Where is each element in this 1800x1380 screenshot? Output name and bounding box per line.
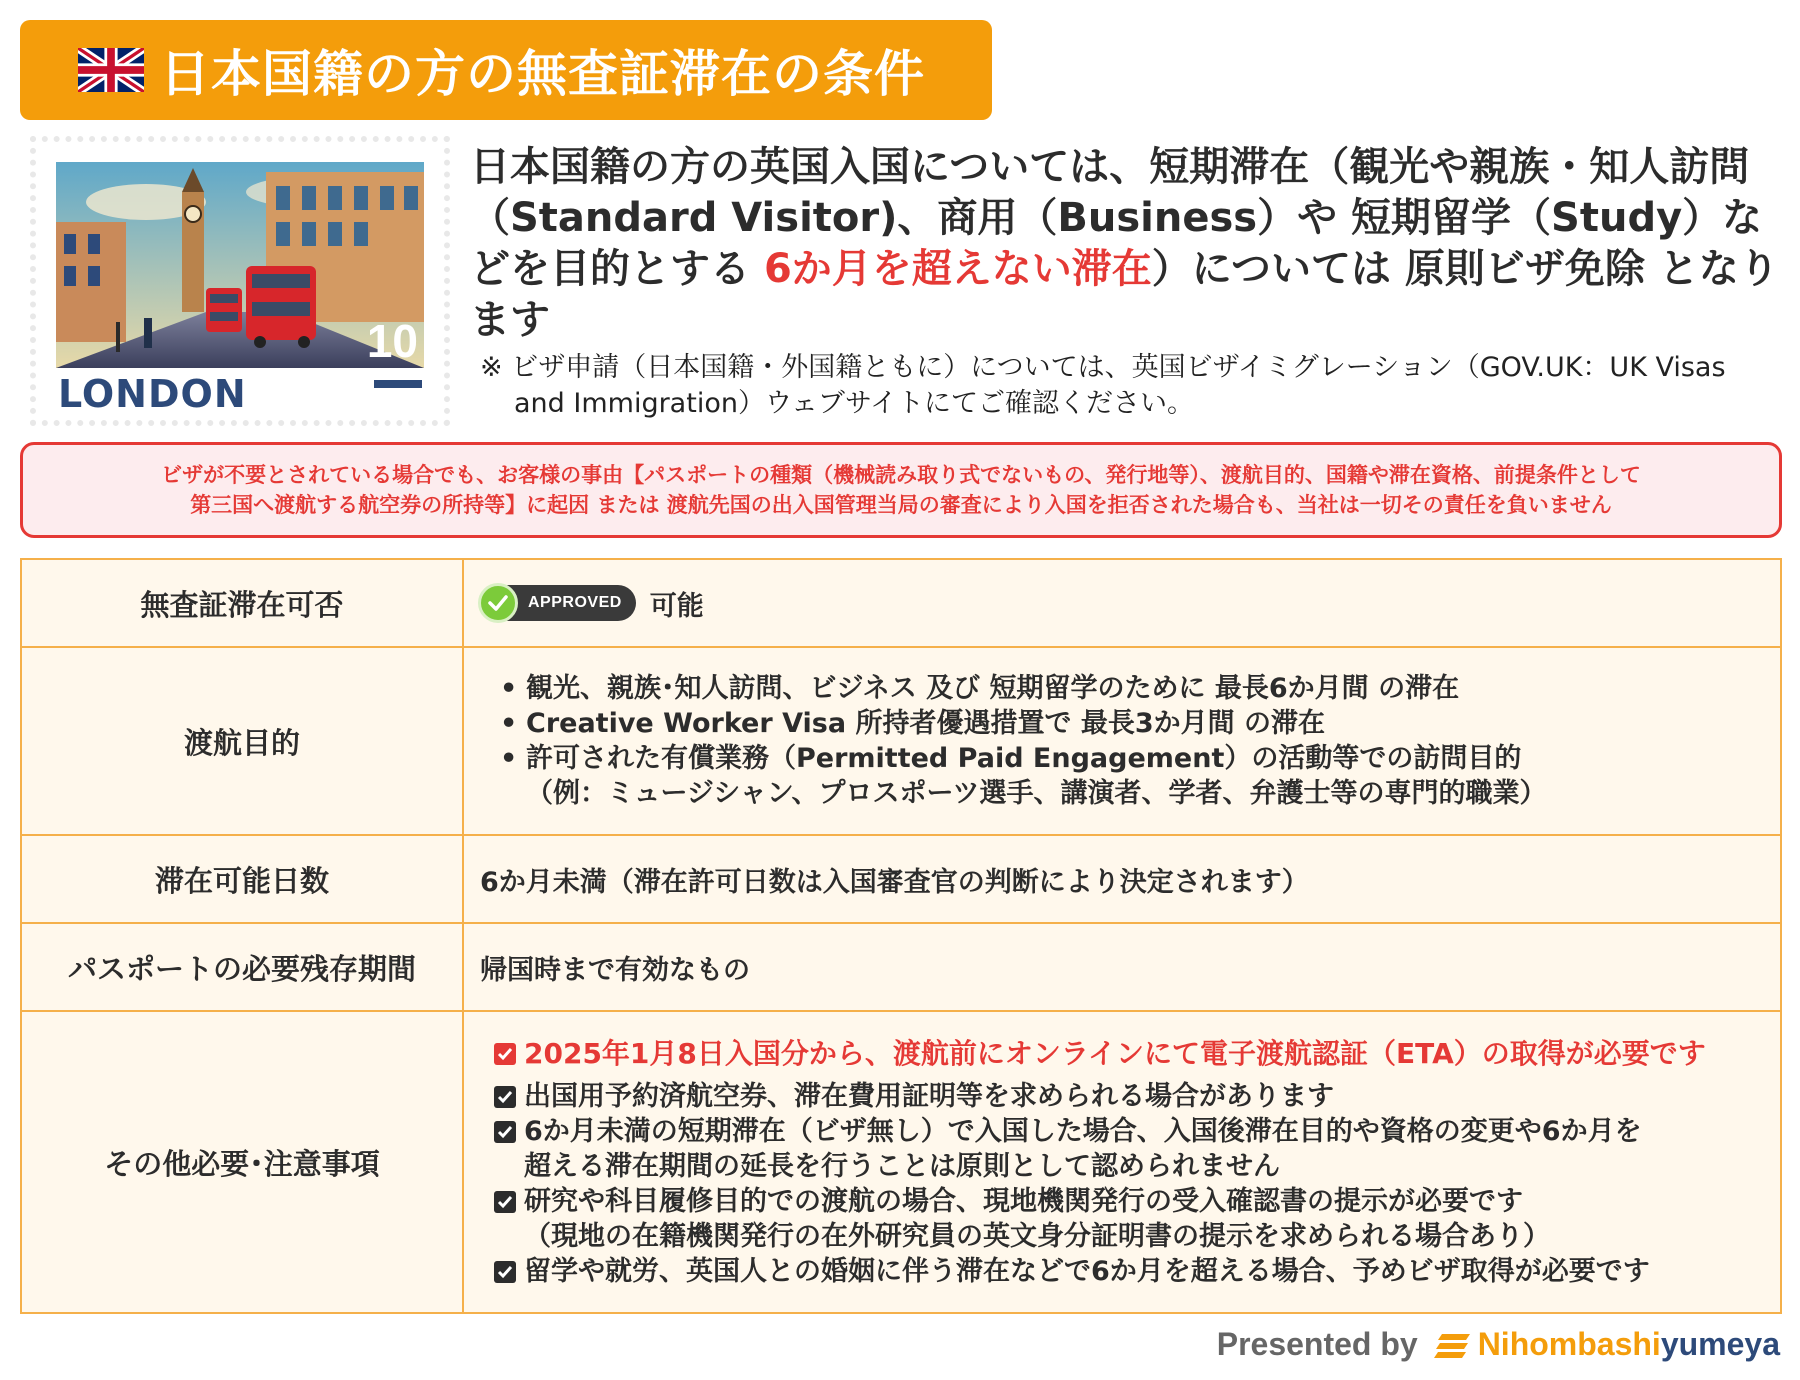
row-value-stay-days: 6か月未満（滞在許可日数は入国審査官の判断により決定されます） — [463, 835, 1781, 923]
brand-name-part1: Nihombashi — [1477, 1326, 1661, 1362]
eta-text: 2025年1月8日入国分から、渡航前にオンラインにて電子渡航認証（ETA）の取得が必要です — [524, 1036, 1706, 1070]
row-label-purpose: 渡航目的 — [21, 647, 463, 835]
warning-box — [20, 442, 1782, 538]
row-label-visa-free: 無査証滞在可否 — [21, 559, 463, 647]
london-stamp-image — [30, 136, 450, 426]
approved-badge — [480, 585, 636, 621]
purpose-item: • Creative Worker Visa 所持者優遇措置で 最長3か月間 の滞在 — [500, 706, 1764, 741]
purpose-item: • 許可された有償業務（Permitted Paid Engagement）の活動等での訪問目的 — [500, 741, 1764, 776]
stamp-number: 10 — [366, 315, 418, 367]
table-row — [21, 923, 1781, 1011]
note-item — [494, 1184, 1764, 1219]
intro-part1: 日本国籍の方の英国入国については、短期滞在（観光や親族・知人訪問（Standard Visitor)、商用（Business）や 短期留学（Study）などを目的とする — [470, 144, 1763, 292]
row-value-passport: 帰国時まで有効なもの — [463, 923, 1781, 1011]
brand-logo-icon — [1434, 1330, 1472, 1360]
checkbox-icon — [494, 1261, 516, 1283]
row-label-stay-days: 滞在可能日数 — [21, 835, 463, 923]
purpose-example: （例：ミュージシャン、プロスポーツ選手、講演者、学者、弁護士等の専門的職業） — [526, 778, 1547, 809]
note-item — [494, 1079, 1764, 1114]
footer-credit — [1217, 1326, 1780, 1363]
row-value-visa-free — [463, 559, 1781, 647]
table-row — [21, 835, 1781, 923]
visa-free-value: 可能 — [649, 590, 704, 622]
visa-note: ※ ビザ申請（日本国籍・外国籍ともに）については、英国ビザイミグレーション（GOV.UK：UK Visas and Immigration）ウェブサイトにてご確認ください。 — [480, 352, 1726, 419]
row-label-passport: パスポートの必要残存期間 — [21, 923, 463, 1011]
checkbox-icon — [494, 1086, 516, 1108]
intro-part2: ）については 原則ビザ免除 となります — [470, 246, 1779, 343]
eta-notice — [494, 1036, 1764, 1071]
note-item-text: 研究や科目履修目的での渡航の場合、現地機関発行の受入確認書の提示が必要です — [524, 1185, 1523, 1217]
checkbox-icon — [494, 1121, 516, 1143]
row-value-purpose — [463, 647, 1781, 835]
table-row — [21, 559, 1781, 647]
purpose-item: • 観光、親族･知人訪問、ビジネス 及び 短期留学のために 最長6か月間 の滞在 — [500, 671, 1764, 706]
check-icon — [478, 583, 518, 623]
warning-line-1: ビザが不要とされている場合でも、お客様の事由【パスポートの種類（機械読み取り式でないもの、発行地等）、渡航目的、国籍や滞在資格、前提条件として — [161, 463, 1641, 487]
uk-flag-icon — [78, 48, 144, 92]
note-item — [494, 1114, 1764, 1149]
conditions-table — [20, 558, 1782, 1314]
stamp-city-label: LONDON — [58, 372, 247, 416]
presented-by-label: Presented by — [1216, 1326, 1418, 1362]
row-value-other — [463, 1011, 1781, 1313]
note-item-continuation: （現地の在籍機関発行の在外研究員の英文身分証明書の提示を求められる場合あり） — [524, 1220, 1550, 1252]
brand-name-part2: yumeya — [1660, 1326, 1780, 1362]
intro-text — [470, 142, 1780, 346]
page-title: 日本国籍の方の無査証滞在の条件 — [160, 45, 925, 103]
title-bar — [20, 20, 992, 120]
table-row — [21, 647, 1781, 835]
note-item-text: 出国用予約済航空券、滞在費用証明等を求められる場合があります — [524, 1080, 1334, 1112]
intro-highlight: 6か月を超えない滞在 — [763, 246, 1152, 292]
warning-line-2: 第三国へ渡航する航空券の所持等】に起因 または 渡航先国の出入国管理当局の審査により入国を拒否された場合も、当社は一切その責任を負いません — [190, 493, 1612, 517]
note-item-text: 6か月未満の短期滞在（ビザ無し）で入国した場合、入国後滞在目的や資格の変更や6か月を — [524, 1115, 1642, 1147]
checkbox-icon — [494, 1043, 516, 1065]
note-item — [494, 1254, 1764, 1289]
badge-label: APPROVED — [528, 594, 622, 611]
checkbox-icon — [494, 1191, 516, 1213]
note-item-continuation: 超える滞在期間の延長を行うことは原則として認められません — [524, 1150, 1280, 1182]
row-label-other: その他必要･注意事項 — [21, 1011, 463, 1313]
note-item-text: 留学や就労、英国人との婚姻に伴う滞在などで6か月を超える場合、予めビザ取得が必要です — [524, 1255, 1650, 1287]
table-row — [21, 1011, 1781, 1313]
stamp-bar — [374, 380, 422, 388]
